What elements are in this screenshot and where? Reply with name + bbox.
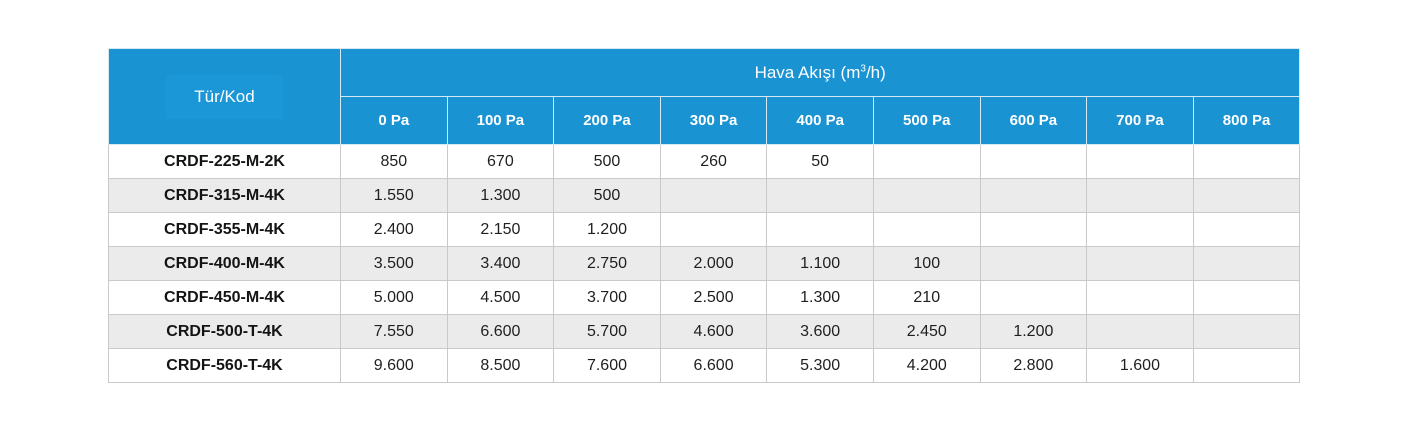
airflow-value-cell	[767, 213, 874, 247]
airflow-value-cell: 3.400	[447, 247, 554, 281]
table-row	[109, 179, 1300, 213]
airflow-value-cell: 1.550	[341, 179, 448, 213]
airflow-value-cell: 2.150	[447, 213, 554, 247]
type-code-cell: CRDF-560-T-4K	[109, 349, 341, 383]
table-row	[109, 281, 1300, 315]
type-code-cell: CRDF-400-M-4K	[109, 247, 341, 281]
airflow-value-cell	[980, 281, 1087, 315]
airflow-value-cell: 8.500	[447, 349, 554, 383]
airflow-value-cell: 6.600	[660, 349, 767, 383]
airflow-value-cell: 7.550	[341, 315, 448, 349]
pressure-header-cell: 700 Pa	[1087, 97, 1194, 145]
pressure-header-cell: 600 Pa	[980, 97, 1087, 145]
airflow-value-cell	[767, 179, 874, 213]
airflow-value-cell: 9.600	[341, 349, 448, 383]
airflow-value-cell: 1.200	[554, 213, 661, 247]
airflow-value-cell	[1193, 145, 1300, 179]
airflow-value-cell	[1193, 247, 1300, 281]
airflow-value-cell: 2.500	[660, 281, 767, 315]
airflow-value-cell	[980, 179, 1087, 213]
airflow-value-cell	[1087, 213, 1194, 247]
airflow-value-cell	[1087, 179, 1194, 213]
airflow-value-cell: 1.600	[1087, 349, 1194, 383]
airflow-value-cell: 3.600	[767, 315, 874, 349]
airflow-value-cell: 50	[767, 145, 874, 179]
airflow-value-cell: 6.600	[447, 315, 554, 349]
airflow-value-cell: 670	[447, 145, 554, 179]
airflow-value-cell: 2.450	[873, 315, 980, 349]
table-row	[109, 315, 1300, 349]
airflow-value-cell	[1087, 247, 1194, 281]
airflow-value-cell: 1.100	[767, 247, 874, 281]
airflow-value-cell: 4.500	[447, 281, 554, 315]
airflow-value-cell: 1.200	[980, 315, 1087, 349]
airflow-unit-exponent: 3	[860, 62, 866, 74]
airflow-group-header	[341, 49, 1300, 97]
airflow-group-label: Hava Akışı (m	[754, 62, 861, 82]
type-code-cell: CRDF-355-M-4K	[109, 213, 341, 247]
airflow-value-cell: 5.700	[554, 315, 661, 349]
airflow-value-cell: 850	[341, 145, 448, 179]
airflow-value-cell	[1193, 315, 1300, 349]
airflow-table	[108, 48, 1300, 383]
airflow-value-cell: 3.500	[341, 247, 448, 281]
airflow-value-cell: 1.300	[447, 179, 554, 213]
airflow-value-cell	[1193, 281, 1300, 315]
type-code-header	[109, 49, 341, 145]
airflow-value-cell: 4.600	[660, 315, 767, 349]
airflow-value-cell: 500	[554, 179, 661, 213]
table-row	[109, 247, 1300, 281]
airflow-value-cell	[1087, 315, 1194, 349]
airflow-value-cell	[980, 213, 1087, 247]
table-header	[109, 49, 1300, 145]
airflow-value-cell	[1193, 213, 1300, 247]
airflow-value-cell	[1193, 179, 1300, 213]
airflow-value-cell: 5.000	[341, 281, 448, 315]
pressure-header-cell: 200 Pa	[554, 97, 661, 145]
airflow-value-cell	[1193, 349, 1300, 383]
airflow-value-cell: 100	[873, 247, 980, 281]
pressure-header-cell: 500 Pa	[873, 97, 980, 145]
airflow-value-cell	[660, 213, 767, 247]
airflow-value-cell	[980, 145, 1087, 179]
airflow-value-cell	[1087, 281, 1194, 315]
airflow-value-cell: 4.200	[873, 349, 980, 383]
pressure-header-cell: 800 Pa	[1193, 97, 1300, 145]
airflow-value-cell: 1.300	[767, 281, 874, 315]
pressure-header-cell: 100 Pa	[447, 97, 554, 145]
airflow-value-cell: 2.000	[660, 247, 767, 281]
airflow-value-cell: 2.400	[341, 213, 448, 247]
type-code-label: Tür/Kod	[166, 75, 282, 119]
pressure-header-cell: 400 Pa	[767, 97, 874, 145]
pressure-header-cell: 0 Pa	[341, 97, 448, 145]
airflow-value-cell: 7.600	[554, 349, 661, 383]
airflow-value-cell: 2.750	[554, 247, 661, 281]
type-code-cell: CRDF-315-M-4K	[109, 179, 341, 213]
airflow-value-cell: 2.800	[980, 349, 1087, 383]
airflow-unit-suffix: /h)	[865, 62, 886, 82]
airflow-value-cell	[1087, 145, 1194, 179]
airflow-value-cell	[873, 213, 980, 247]
airflow-value-cell	[873, 145, 980, 179]
pressure-header-cell: 300 Pa	[660, 97, 767, 145]
table-row	[109, 145, 1300, 179]
airflow-value-cell: 500	[554, 145, 661, 179]
airflow-value-cell: 3.700	[554, 281, 661, 315]
table-body	[109, 145, 1300, 383]
airflow-value-cell	[660, 179, 767, 213]
airflow-value-cell	[980, 247, 1087, 281]
table-row	[109, 349, 1300, 383]
type-code-cell: CRDF-500-T-4K	[109, 315, 341, 349]
airflow-value-cell: 210	[873, 281, 980, 315]
type-code-cell: CRDF-225-M-2K	[109, 145, 341, 179]
table-row	[109, 213, 1300, 247]
airflow-value-cell: 5.300	[767, 349, 874, 383]
airflow-value-cell	[873, 179, 980, 213]
airflow-value-cell: 260	[660, 145, 767, 179]
type-code-cell: CRDF-450-M-4K	[109, 281, 341, 315]
